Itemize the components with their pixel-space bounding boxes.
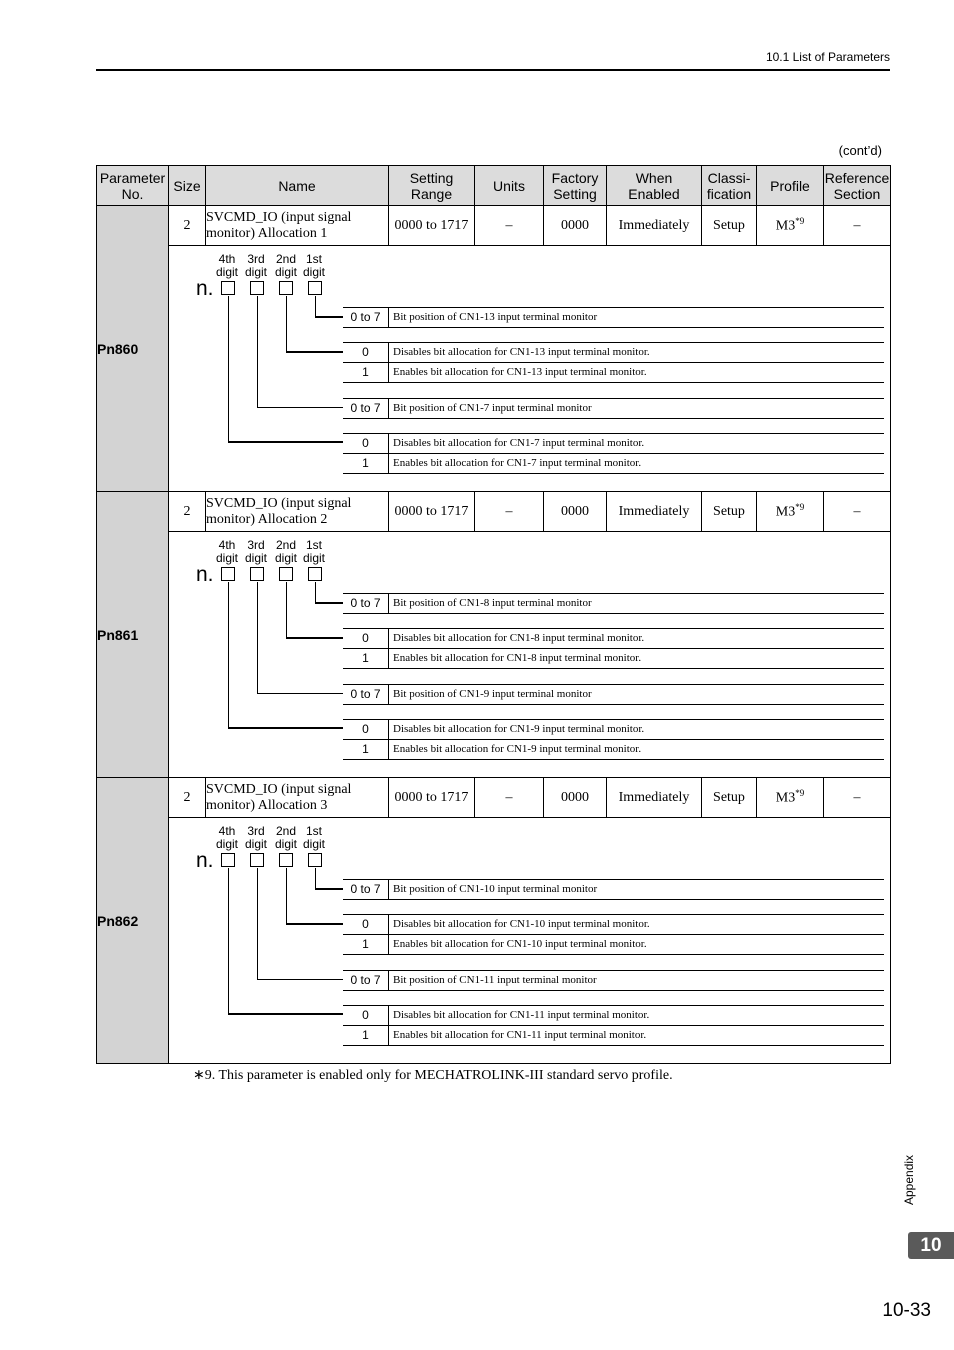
digit-box-4th <box>221 853 235 867</box>
side-tab <box>902 1140 922 1210</box>
digit-label-2nd: 2nd digit <box>274 252 297 279</box>
param-name: SVCMD_IO (input signal monitor) Allocation 3 <box>206 778 389 818</box>
option-value: 1 <box>343 363 389 382</box>
option-text: Bit position of CN1-9 input terminal monitor <box>393 688 592 700</box>
param-factory-setting: 0000 <box>544 778 607 818</box>
leader-line-4th <box>228 868 229 1014</box>
option-row <box>343 879 884 900</box>
digit-box-1st <box>308 281 322 295</box>
param-classification: Setup <box>702 206 757 246</box>
param-reference: – <box>824 492 891 532</box>
digit-box-4th <box>221 567 235 581</box>
digit-prefix: n. <box>196 849 214 872</box>
page-number: 10-33 <box>882 1300 931 1321</box>
parameter-row <box>97 492 891 532</box>
param-number: Pn860 <box>97 206 169 492</box>
leader-line-2nd <box>286 868 287 924</box>
digit-box-3rd <box>250 281 264 295</box>
digit-diagram-cell <box>169 532 891 778</box>
param-setting-range: 0000 to 1717 <box>389 778 475 818</box>
option-text: Bit position of CN1-13 input terminal monitor <box>393 311 598 323</box>
header-classification: Classi- fication <box>702 166 757 206</box>
option-value: 0 <box>343 915 389 934</box>
side-tab-label: Appendix <box>902 1154 916 1205</box>
param-reference: – <box>824 206 891 246</box>
option-text: Bit position of CN1-7 input terminal monitor <box>393 402 592 414</box>
header-setting-range: Setting Range <box>389 166 475 206</box>
leader-line-4th-h <box>228 1013 343 1015</box>
param-when-enabled: Immediately <box>607 206 702 246</box>
table-header-row <box>97 166 891 206</box>
digit-box-2nd <box>279 567 293 581</box>
leader-line-3rd <box>257 296 258 407</box>
param-classification: Setup <box>702 778 757 818</box>
option-value: 0 to 7 <box>343 399 389 418</box>
leader-line-4th-h <box>228 727 343 729</box>
header-when-enabled: When Enabled <box>607 166 702 206</box>
option-value: 0 <box>343 629 389 648</box>
option-value: 1 <box>343 935 389 954</box>
param-setting-range: 0000 to 1717 <box>389 492 475 532</box>
option-text: Enables bit allocation for CN1-7 input terminal monitor. <box>393 457 642 469</box>
option-value: 0 <box>343 1006 389 1025</box>
option-row <box>343 307 884 328</box>
option-text: Bit position of CN1-10 input terminal monitor <box>393 883 598 895</box>
digit-diagram <box>169 818 890 1063</box>
digit-box-2nd <box>279 853 293 867</box>
digit-label-3rd: 3rd digit <box>245 252 268 279</box>
digit-diagram-cell <box>169 818 891 1064</box>
param-setting-range: 0000 to 1717 <box>389 206 475 246</box>
chapter-tab: 10 <box>908 1232 954 1259</box>
option-row <box>343 1005 884 1046</box>
leader-line-2nd-h <box>286 351 343 353</box>
digit-label-4th: 4th digit <box>216 824 239 851</box>
digit-prefix: n. <box>196 563 214 586</box>
param-factory-setting: 0000 <box>544 492 607 532</box>
digit-label-4th: 4th digit <box>216 252 239 279</box>
digit-label-1st: 1st digit <box>303 252 326 279</box>
option-text: Enables bit allocation for CN1-8 input terminal monitor. <box>393 652 642 664</box>
leader-line-1st <box>315 868 316 889</box>
param-factory-setting: 0000 <box>544 206 607 246</box>
option-text: Enables bit allocation for CN1-10 input terminal monitor. <box>393 938 647 950</box>
leader-line-3rd-h <box>257 979 343 980</box>
option-value: 0 to 7 <box>343 308 389 327</box>
digit-diagram <box>169 532 890 777</box>
option-row <box>343 628 884 669</box>
option-row <box>343 970 884 991</box>
option-value: 1 <box>343 1026 389 1045</box>
param-profile: M3$^{*9}$ <box>757 206 824 246</box>
option-value: 0 to 7 <box>343 880 389 899</box>
leader-line-2nd <box>286 296 287 352</box>
option-value: 0 to 7 <box>343 594 389 613</box>
option-value: 1 <box>343 649 389 668</box>
option-text: Enables bit allocation for CN1-13 input terminal monitor. <box>393 366 647 378</box>
option-row <box>343 914 884 955</box>
digit-label-2nd: 2nd digit <box>274 824 297 851</box>
param-units: – <box>475 778 544 818</box>
leader-line-1st <box>315 582 316 603</box>
option-text: Disables bit allocation for CN1-9 input terminal monitor. <box>393 723 645 735</box>
param-name: SVCMD_IO (input signal monitor) Allocation 2 <box>206 492 389 532</box>
parameter-diagram-row <box>97 532 891 778</box>
option-text: Enables bit allocation for CN1-11 input terminal monitor. <box>393 1029 647 1041</box>
option-row <box>343 342 884 383</box>
param-name: SVCMD_IO (input signal monitor) Allocation 1 <box>206 206 389 246</box>
leader-line-3rd <box>257 868 258 979</box>
digit-box-3rd <box>250 567 264 581</box>
header-profile: Profile <box>757 166 824 206</box>
digit-box-3rd <box>250 853 264 867</box>
param-when-enabled: Immediately <box>607 492 702 532</box>
option-text: Disables bit allocation for CN1-13 input terminal monitor. <box>393 346 650 358</box>
digit-label-3rd: 3rd digit <box>245 824 268 851</box>
leader-line-3rd-h <box>257 407 343 408</box>
param-classification: Setup <box>702 492 757 532</box>
parameter-row <box>97 206 891 246</box>
leader-line-4th <box>228 296 229 442</box>
option-row <box>343 433 884 474</box>
digit-box-2nd <box>279 281 293 295</box>
option-row <box>343 684 884 705</box>
digit-diagram <box>169 246 890 491</box>
leader-line-2nd <box>286 582 287 638</box>
leader-line-4th <box>228 582 229 728</box>
leader-line-3rd <box>257 582 258 693</box>
footnote: ∗9. This parameter is enabled only for MECHATROLINK-III standard servo profile. <box>193 1068 673 1083</box>
digit-label-1st: 1st digit <box>303 538 326 565</box>
leader-line-1st <box>315 296 316 317</box>
digit-box-4th <box>221 281 235 295</box>
header-size: Size <box>169 166 206 206</box>
param-when-enabled: Immediately <box>607 778 702 818</box>
parameter-diagram-row <box>97 818 891 1064</box>
param-number: Pn862 <box>97 778 169 1064</box>
header-units: Units <box>475 166 544 206</box>
digit-box-1st <box>308 567 322 581</box>
param-size: 2 <box>169 206 206 246</box>
option-text: Bit position of CN1-8 input terminal monitor <box>393 597 592 609</box>
option-value: 0 to 7 <box>343 971 389 990</box>
option-row <box>343 593 884 614</box>
digit-label-1st: 1st digit <box>303 824 326 851</box>
option-value: 0 to 7 <box>343 685 389 704</box>
option-value: 0 <box>343 343 389 362</box>
option-text: Bit position of CN1-11 input terminal monitor <box>393 974 597 986</box>
leader-line-2nd-h <box>286 637 343 639</box>
parameter-diagram-row <box>97 246 891 492</box>
param-number: Pn861 <box>97 492 169 778</box>
running-header: 10.1 List of Parameters <box>765 50 890 64</box>
option-row <box>343 398 884 419</box>
option-value: 1 <box>343 454 389 473</box>
header-name: Name <box>206 166 389 206</box>
option-text: Enables bit allocation for CN1-9 input terminal monitor. <box>393 743 642 755</box>
param-size: 2 <box>169 778 206 818</box>
digit-label-4th: 4th digit <box>216 538 239 565</box>
leader-line-1st-h <box>315 316 343 318</box>
parameter-table <box>96 165 891 1064</box>
option-text: Disables bit allocation for CN1-10 input terminal monitor. <box>393 918 650 930</box>
param-units: – <box>475 492 544 532</box>
param-profile: M3$^{*9}$ <box>757 492 824 532</box>
leader-line-2nd-h <box>286 923 343 925</box>
option-text: Disables bit allocation for CN1-11 input terminal monitor. <box>393 1009 650 1021</box>
digit-prefix: n. <box>196 277 214 300</box>
option-text: Disables bit allocation for CN1-8 input terminal monitor. <box>393 632 645 644</box>
param-size: 2 <box>169 492 206 532</box>
option-value: 0 <box>343 720 389 739</box>
param-units: – <box>475 206 544 246</box>
digit-label-2nd: 2nd digit <box>274 538 297 565</box>
option-row <box>343 719 884 760</box>
digit-label-3rd: 3rd digit <box>245 538 268 565</box>
option-value: 0 <box>343 434 389 453</box>
option-text: Disables bit allocation for CN1-7 input terminal monitor. <box>393 437 645 449</box>
header-reference: Reference Section <box>824 166 891 206</box>
leader-line-3rd-h <box>257 693 343 694</box>
continued-label: (cont’d) <box>838 143 882 158</box>
header-param-no: Parameter No. <box>97 166 169 206</box>
option-value: 1 <box>343 740 389 759</box>
param-reference: – <box>824 778 891 818</box>
digit-box-1st <box>308 853 322 867</box>
leader-line-1st-h <box>315 602 343 604</box>
param-profile: M3$^{*9}$ <box>757 778 824 818</box>
header-rule <box>96 69 890 71</box>
leader-line-1st-h <box>315 888 343 890</box>
digit-diagram-cell <box>169 246 891 492</box>
header-factory-setting: Factory Setting <box>544 166 607 206</box>
parameter-row <box>97 778 891 818</box>
leader-line-4th-h <box>228 441 343 443</box>
